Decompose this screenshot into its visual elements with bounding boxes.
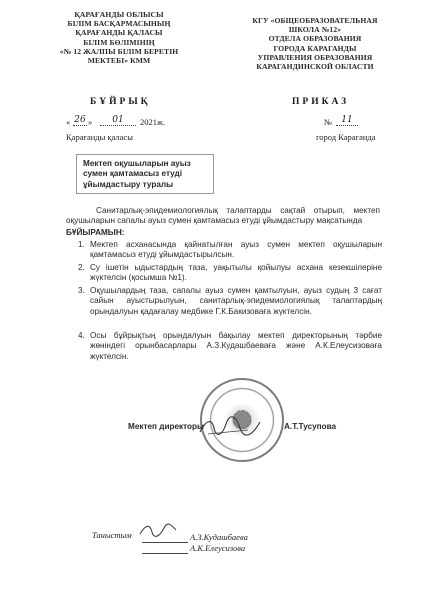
- preamble-text: Санитарлық-эпидемиологиялық талаптарды сақтай отырып, мектеп оқушыларын сапалы ауыз сумен қамтамасыз етуді ұйымдастыру мақсатында: [66, 206, 380, 226]
- header-right: [240, 16, 390, 71]
- date-row: [66, 117, 366, 131]
- header-left-line: МЕКТЕБІ» КММ: [87, 56, 151, 66]
- header-right-line: УПРАВЛЕНИЯ ОБРАЗОВАНИЯ: [257, 52, 373, 62]
- date-open-quote: «: [66, 117, 71, 127]
- acquainted-signature-icon: [138, 522, 178, 538]
- date-close-quote: »: [88, 117, 93, 127]
- header-left: [44, 10, 194, 65]
- title-kazakh: БҰЙРЫҚ: [90, 97, 151, 107]
- city-kazakh: Қарағанды қаласы: [66, 132, 133, 142]
- header-right-line: КАРАГАНДИНСКОЙ ОБЛАСТИ: [256, 62, 374, 72]
- header-left-line: ҚАРАҒАНДЫ ОБЛЫСЫ: [74, 10, 164, 19]
- director-role: Мектеп директоры: [128, 422, 205, 431]
- number-prefix: №: [324, 117, 333, 127]
- header-left-line: БІЛІМ БАСҚАРМАСЫНЫҢ: [67, 19, 171, 29]
- acquainted-line-2: [142, 553, 188, 554]
- header-right-line: ШКОЛА №12»: [288, 25, 342, 35]
- order-item-number: 4.: [78, 331, 85, 340]
- title-russian: ПРИКАЗ: [292, 97, 350, 107]
- director-signature-icon: [196, 414, 266, 440]
- subject-box: Мектеп оқушыларын ауыз сумен қамтамасыз етуді ұйымдастыру туралы: [76, 154, 214, 194]
- date-year: 2021ж.: [140, 117, 165, 127]
- acquainted-name-2: А.К.Елеусизова: [190, 543, 246, 553]
- director-name: А.Т.Тусупова: [284, 422, 337, 431]
- header-right-line: ГОРОДА КАРАГАНДЫ: [273, 43, 357, 53]
- order-item-number: 1.: [78, 240, 85, 249]
- order-item: [78, 286, 382, 317]
- acquainted-name-1: А.З.Кудашбаева: [190, 532, 248, 542]
- header-left-line: ҚАРАҒАНДЫ ҚАЛАСЫ: [75, 28, 163, 38]
- date-day: 26: [74, 115, 86, 125]
- header-left-line: БІЛІМ БӨЛІМІНІҢ: [83, 37, 155, 47]
- date-month: 01: [100, 115, 136, 126]
- order-item: [78, 331, 382, 362]
- acquainted-label: Таныстым: [92, 530, 132, 540]
- order-item-text: Мектеп асханасында қайнатылған ауыз сумен мектеп оқушыларын қамтамасыз етуді ұйымдастырылсын.: [90, 240, 382, 260]
- acquainted-line-1: [142, 542, 188, 543]
- order-item-text: Су ішетін ыдыстардың таза, уақытылы қойылуы асхана кезекшілеріне жүктелсін (қосымша №1).: [90, 263, 382, 283]
- header-right-line: ОТДЕЛА ОБРАЗОВАНИЯ: [268, 34, 362, 44]
- order-item: [78, 263, 382, 284]
- order-word: БҰЙЫРАМЫН:: [66, 228, 125, 237]
- order-item-number: 2.: [78, 263, 85, 272]
- order-number: 11: [336, 115, 358, 126]
- city-russian: город Караганда: [316, 132, 376, 142]
- header-right-line: КГУ «ОБЩЕОБРАЗОВАТЕЛЬНАЯ: [252, 16, 378, 25]
- order-item-text: Оқушылардың таза, сапалы ауыз сумен қамтылуын, ауыз судың 3 сағат сайын ауыстырылуын, санитарлық-эпидемиологиялық талаптардың орындалуын қадағалау медбике Г.К.Бакизоваға жүктелсін.: [90, 286, 382, 316]
- header-left-line: «№ 12 ЖАЛПЫ БІЛІМ БЕРЕТІН: [59, 46, 179, 56]
- order-item-number: 3.: [78, 286, 85, 295]
- order-item: [78, 240, 382, 261]
- order-item-text: Осы бұйрықтың орындалуын бақылау мектеп директорының тәрбие жөніндегі орынбасарлары А.З.Кудашбаеваға және А.К.Елеусизоваға жүктелсін.: [90, 331, 382, 361]
